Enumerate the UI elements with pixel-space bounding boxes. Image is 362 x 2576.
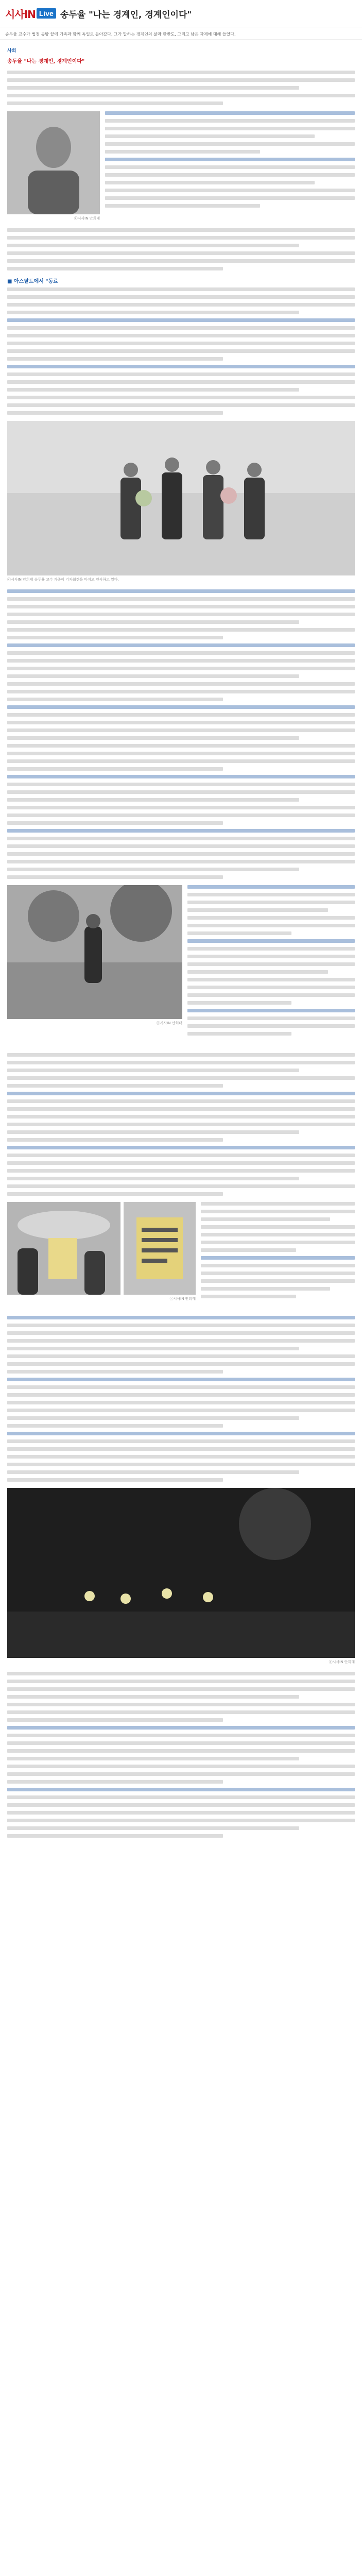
text-line <box>7 349 355 353</box>
garden-block <box>7 885 355 1046</box>
text-line <box>201 1295 296 1298</box>
text-line <box>7 837 355 840</box>
text-line <box>201 1241 355 1244</box>
article-dek: 송두율 교수가 법정 공방 끝에 가족과 함께 독일로 돌아갔다. 그가 말하는 경계인의 삶과 한반도, 그리고 남은 과제에 대해 들었다. <box>0 27 362 40</box>
text-line <box>7 1339 355 1343</box>
text-line <box>7 1130 299 1134</box>
protest-photo-left <box>7 1202 120 1295</box>
portrait-block <box>7 111 355 221</box>
text-line <box>201 1272 355 1275</box>
question-line <box>187 939 355 943</box>
text-line <box>7 287 355 291</box>
text-line <box>105 173 355 177</box>
text-line <box>7 342 355 345</box>
text-line <box>7 1069 299 1072</box>
text-line <box>7 1780 223 1784</box>
text-line <box>7 798 299 802</box>
protest-left-image-icon <box>7 1202 120 1295</box>
text-line <box>105 127 355 130</box>
text-line <box>187 924 355 927</box>
text-line <box>7 388 299 392</box>
body-paragraph <box>7 228 355 270</box>
text-line <box>7 636 223 639</box>
text-line <box>7 1347 299 1350</box>
question-line <box>187 885 355 889</box>
text-line <box>7 860 355 863</box>
text-line <box>7 403 355 407</box>
text-line <box>7 1757 299 1760</box>
text-line <box>7 736 299 740</box>
text-line <box>7 698 223 701</box>
text-line <box>7 334 355 337</box>
text-line <box>7 752 355 755</box>
text-line <box>7 1161 355 1165</box>
text-line <box>187 955 355 958</box>
text-line <box>7 1447 355 1451</box>
text-line <box>7 620 299 624</box>
text-line <box>201 1264 355 1267</box>
text-line <box>7 1138 223 1142</box>
text-line <box>7 1734 355 1737</box>
text-line <box>187 1024 355 1028</box>
text-line <box>105 196 355 200</box>
question-line <box>7 1378 355 1381</box>
text-line <box>7 651 355 655</box>
protest-side-text <box>201 1202 355 1302</box>
text-line <box>187 916 355 920</box>
night-caption: ⓒ시사IN 안희태 <box>329 1660 355 1664</box>
text-line <box>7 1184 355 1188</box>
text-line <box>201 1279 355 1283</box>
question-line <box>7 775 355 778</box>
text-line <box>7 1680 355 1683</box>
text-line <box>187 1032 291 1036</box>
text-line <box>7 1741 355 1745</box>
text-line <box>7 1439 355 1443</box>
logo-live-badge: Live <box>37 8 56 19</box>
text-line <box>7 1416 299 1420</box>
text-line <box>7 1370 223 1374</box>
article-headline: 송두율 "나는 경계인, 경계인이다" <box>60 9 192 20</box>
text-line <box>7 728 355 732</box>
text-line <box>7 1470 299 1474</box>
text-line <box>7 613 355 616</box>
text-line <box>7 1115 355 1118</box>
text-line <box>187 947 355 951</box>
text-line <box>7 806 355 809</box>
text-line <box>7 1401 355 1404</box>
garden-photo <box>7 885 182 1019</box>
text-line <box>7 868 299 871</box>
question-line <box>7 1788 355 1791</box>
text-line <box>187 986 355 989</box>
text-line <box>7 1695 299 1699</box>
body-paragraph <box>7 1316 355 1482</box>
text-line <box>7 228 355 232</box>
text-line <box>7 1076 355 1080</box>
text-line <box>7 94 355 97</box>
text-line <box>7 1084 223 1088</box>
text-line <box>187 978 355 981</box>
question-line <box>7 1092 355 1095</box>
text-line <box>7 682 355 686</box>
text-line <box>7 236 355 240</box>
text-line <box>105 181 315 184</box>
text-line <box>7 1169 355 1173</box>
text-line <box>7 259 355 263</box>
text-line <box>7 1354 355 1358</box>
text-line <box>7 821 223 825</box>
text-line <box>7 86 299 90</box>
ceremony-caption: ⓒ시사IN 안희태 송두율 교수 가족이 기자회견을 마치고 인사하고 있다. <box>7 578 119 582</box>
ceremony-photo <box>7 421 355 575</box>
text-line <box>201 1202 355 1206</box>
question-line <box>7 829 355 833</box>
text-line <box>7 744 355 748</box>
body-paragraph <box>7 589 355 879</box>
question-line <box>105 111 355 115</box>
text-line <box>105 134 315 138</box>
text-line <box>7 1765 355 1768</box>
portrait-photo <box>7 111 100 214</box>
text-line <box>7 251 355 255</box>
text-line <box>7 244 299 247</box>
section-subhead: ■ 아스팔트에서 "동료 <box>7 279 58 284</box>
question-line <box>7 589 355 593</box>
protest-right-image-icon <box>124 1202 196 1295</box>
text-line <box>7 1811 355 1815</box>
text-line <box>7 759 355 763</box>
text-line <box>7 295 355 299</box>
text-line <box>7 1834 223 1838</box>
protest-caption: ⓒ시사IN 안희태 <box>169 1297 196 1301</box>
text-line <box>7 844 355 848</box>
question-line <box>105 158 355 161</box>
text-line <box>7 1478 223 1482</box>
text-line <box>7 101 223 105</box>
text-line <box>187 993 355 997</box>
text-line <box>201 1225 355 1229</box>
body-paragraph <box>7 1053 355 1196</box>
section-tag: 사회 <box>7 48 16 54</box>
text-line <box>7 628 355 632</box>
text-line <box>7 411 223 415</box>
text-line <box>7 667 355 670</box>
question-line <box>7 318 355 322</box>
text-line <box>7 597 355 601</box>
text-line <box>7 71 355 74</box>
text-line <box>7 1463 355 1466</box>
text-line <box>7 1385 355 1389</box>
garden-caption: ⓒ시사IN 안희태 <box>156 1021 182 1025</box>
text-line <box>187 962 355 966</box>
text-line <box>187 908 328 912</box>
body-paragraph <box>7 1672 355 1838</box>
text-line <box>105 119 355 123</box>
text-line <box>7 1061 355 1064</box>
text-line <box>7 1107 355 1111</box>
text-line <box>7 1331 355 1335</box>
protest-photos <box>7 1202 196 1295</box>
portrait-caption: ⓒ시사IN 안희태 <box>74 216 100 221</box>
text-line <box>7 674 299 678</box>
text-line <box>187 1016 355 1020</box>
text-line <box>7 1154 355 1157</box>
text-line <box>7 267 223 270</box>
masthead <box>0 0 362 27</box>
text-line <box>7 78 355 82</box>
text-line <box>7 721 355 724</box>
text-line <box>7 1795 355 1799</box>
night-photo <box>7 1488 355 1658</box>
text-line <box>7 783 355 786</box>
garden-side-text <box>187 885 355 1040</box>
body-paragraph <box>7 287 355 415</box>
text-line <box>7 1672 355 1675</box>
text-line <box>201 1287 330 1291</box>
text-line <box>7 690 355 693</box>
text-line <box>187 893 355 896</box>
text-line <box>187 1001 291 1005</box>
text-line <box>7 1749 355 1753</box>
question-line <box>201 1256 355 1260</box>
question-line <box>187 1009 355 1012</box>
text-line <box>201 1248 296 1252</box>
question-line <box>7 1432 355 1435</box>
text-line <box>105 204 260 208</box>
text-line <box>7 1362 355 1366</box>
question-line <box>7 643 355 647</box>
text-line <box>7 396 355 399</box>
text-line <box>7 1803 355 1807</box>
text-line <box>7 1455 355 1459</box>
question-line <box>7 1146 355 1149</box>
text-line <box>7 1826 299 1830</box>
text-line <box>7 790 355 794</box>
night-image-icon <box>7 1488 355 1658</box>
text-line <box>201 1217 330 1221</box>
logo-wordmark: 시사IN <box>5 8 36 21</box>
text-line <box>7 1703 355 1706</box>
text-line <box>105 189 355 192</box>
text-line <box>7 357 223 361</box>
site-logo[interactable] <box>5 6 56 21</box>
article-body <box>0 47 362 1838</box>
protest-block <box>7 1202 355 1309</box>
ceremony-figure <box>7 421 355 582</box>
question-line <box>7 1726 355 1730</box>
ceremony-image-icon <box>7 421 355 575</box>
question-line <box>7 365 355 368</box>
text-line <box>7 1718 223 1722</box>
text-line <box>7 1687 355 1691</box>
text-line <box>7 1710 355 1714</box>
text-line <box>7 1819 355 1822</box>
portrait-side-text <box>105 111 355 215</box>
text-line <box>7 1053 355 1057</box>
text-line <box>7 380 355 384</box>
protest-photo-right <box>124 1202 196 1295</box>
text-line <box>7 372 355 376</box>
text-line <box>7 1424 223 1428</box>
text-line <box>105 165 355 169</box>
text-line <box>7 767 223 771</box>
text-line <box>187 931 291 935</box>
portrait-image-icon <box>7 111 100 214</box>
text-line <box>7 1192 223 1196</box>
text-line <box>7 605 355 608</box>
night-figure <box>7 1488 355 1665</box>
text-line <box>105 142 355 146</box>
text-line <box>7 1393 355 1397</box>
text-line <box>7 852 355 856</box>
garden-image-icon <box>7 885 182 1019</box>
text-line <box>201 1210 355 1213</box>
text-line <box>187 970 328 974</box>
text-line <box>7 326 355 330</box>
text-line <box>7 311 299 314</box>
text-line <box>7 1099 355 1103</box>
text-line <box>7 1324 355 1327</box>
text-line <box>7 659 355 663</box>
text-line <box>7 1772 355 1776</box>
text-line <box>7 1409 355 1412</box>
text-line <box>7 1177 299 1180</box>
text-line <box>7 303 355 307</box>
text-line <box>7 875 223 879</box>
question-line <box>7 1316 355 1319</box>
text-line <box>105 150 260 154</box>
question-line <box>7 705 355 709</box>
text-line <box>187 901 355 904</box>
text-line <box>201 1233 355 1236</box>
text-line <box>7 713 355 717</box>
text-line <box>7 814 355 817</box>
text-line <box>7 1123 355 1126</box>
intro-paragraph <box>7 71 355 105</box>
interview-title: 송두율 "나는 경계인, 경계인이다" <box>7 59 85 64</box>
